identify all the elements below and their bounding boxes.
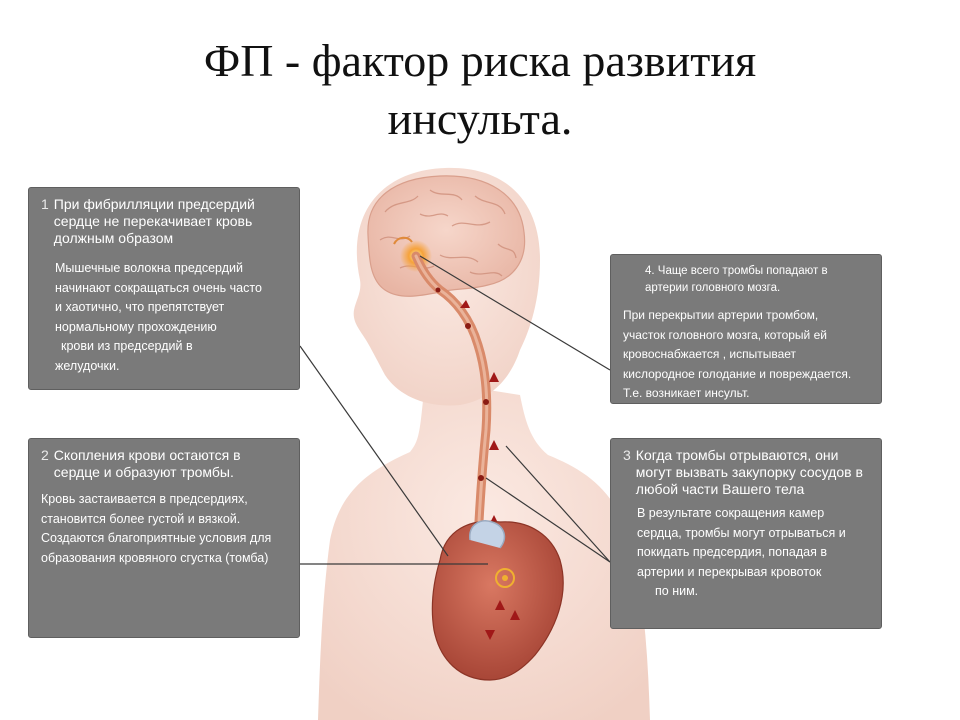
info-box-4 [610,254,882,404]
info-box-2-heading-text: Скопления крови остаются в сердце и образуют тромбы. [53,447,241,480]
info-box-2-line: Создаются благоприятные условия для [41,531,272,545]
info-box-3-line: покидать предсердия, попадая в [637,545,827,559]
info-box-4-heading [623,263,869,297]
info-box-1-line: и хаотично, что препятствует [55,300,225,314]
info-box-4-line: Т.е. возникает инсульт. [623,386,750,400]
info-box-1-number: 1 [41,196,49,212]
info-box-1-line: начинают сокращаться очень часто [55,280,262,295]
info-box-4-line: кровоснабжается , испытывает [623,347,797,361]
info-box-1-body [41,259,287,376]
info-box-4-line: При перекрытии артерии тромбом, [623,308,819,322]
info-box-2-line: образования кровяного сгустка (томба) [41,550,269,565]
info-box-1-line: Мышечные волокна предсердий [55,261,243,275]
info-box-3-line: артерии и перекрывая кровоток [637,564,822,579]
info-box-1 [28,187,300,390]
info-box-4-body [623,306,869,404]
info-box-1-line: нормальному прохождению [55,319,217,334]
info-box-3-number: 3 [623,447,631,463]
info-box-4-heading-text: 4. Чаще всего тромбы попадают в артерии головного мозга. [645,265,828,294]
info-box-3-line: по ним. [655,584,699,598]
info-box-1-heading-text: При фибрилляции предсердий сердце не перекачивает кровь должным образом [53,196,255,246]
title-line-2: инсульта. [387,93,573,144]
info-box-2-number: 2 [41,447,49,463]
info-box-3-heading-text: Когда тромбы отрываются, они могут вызвать закупорку сосудов в любой части Вашего тела [635,447,863,497]
info-box-2 [28,438,300,638]
info-box-1-line: крови из предсердий в [61,339,193,353]
info-box-3-line: сердца, тромбы могут отрываться и [637,525,846,540]
info-box-2-line: становится более густой и вязкой. [41,511,241,526]
info-box-2-heading [41,447,287,481]
title-line-1: ФП - фактор риска развития [203,35,757,86]
info-box-3-body [623,504,869,602]
info-box-4-line: кислородное голодание и повреждается. [623,366,852,381]
info-box-3-line: В результате сокращения камер [637,506,825,520]
info-box-2-line: Кровь застаивается в предсердиях, [41,492,248,506]
info-box-2-body [41,490,287,568]
info-box-3 [610,438,882,629]
info-box-1-line: желудочки. [55,358,120,373]
page-title [0,32,960,148]
info-box-3-heading [623,447,869,498]
info-box-1-heading [41,196,287,247]
info-box-4-line: участок головного мозга, который ей [623,327,827,342]
